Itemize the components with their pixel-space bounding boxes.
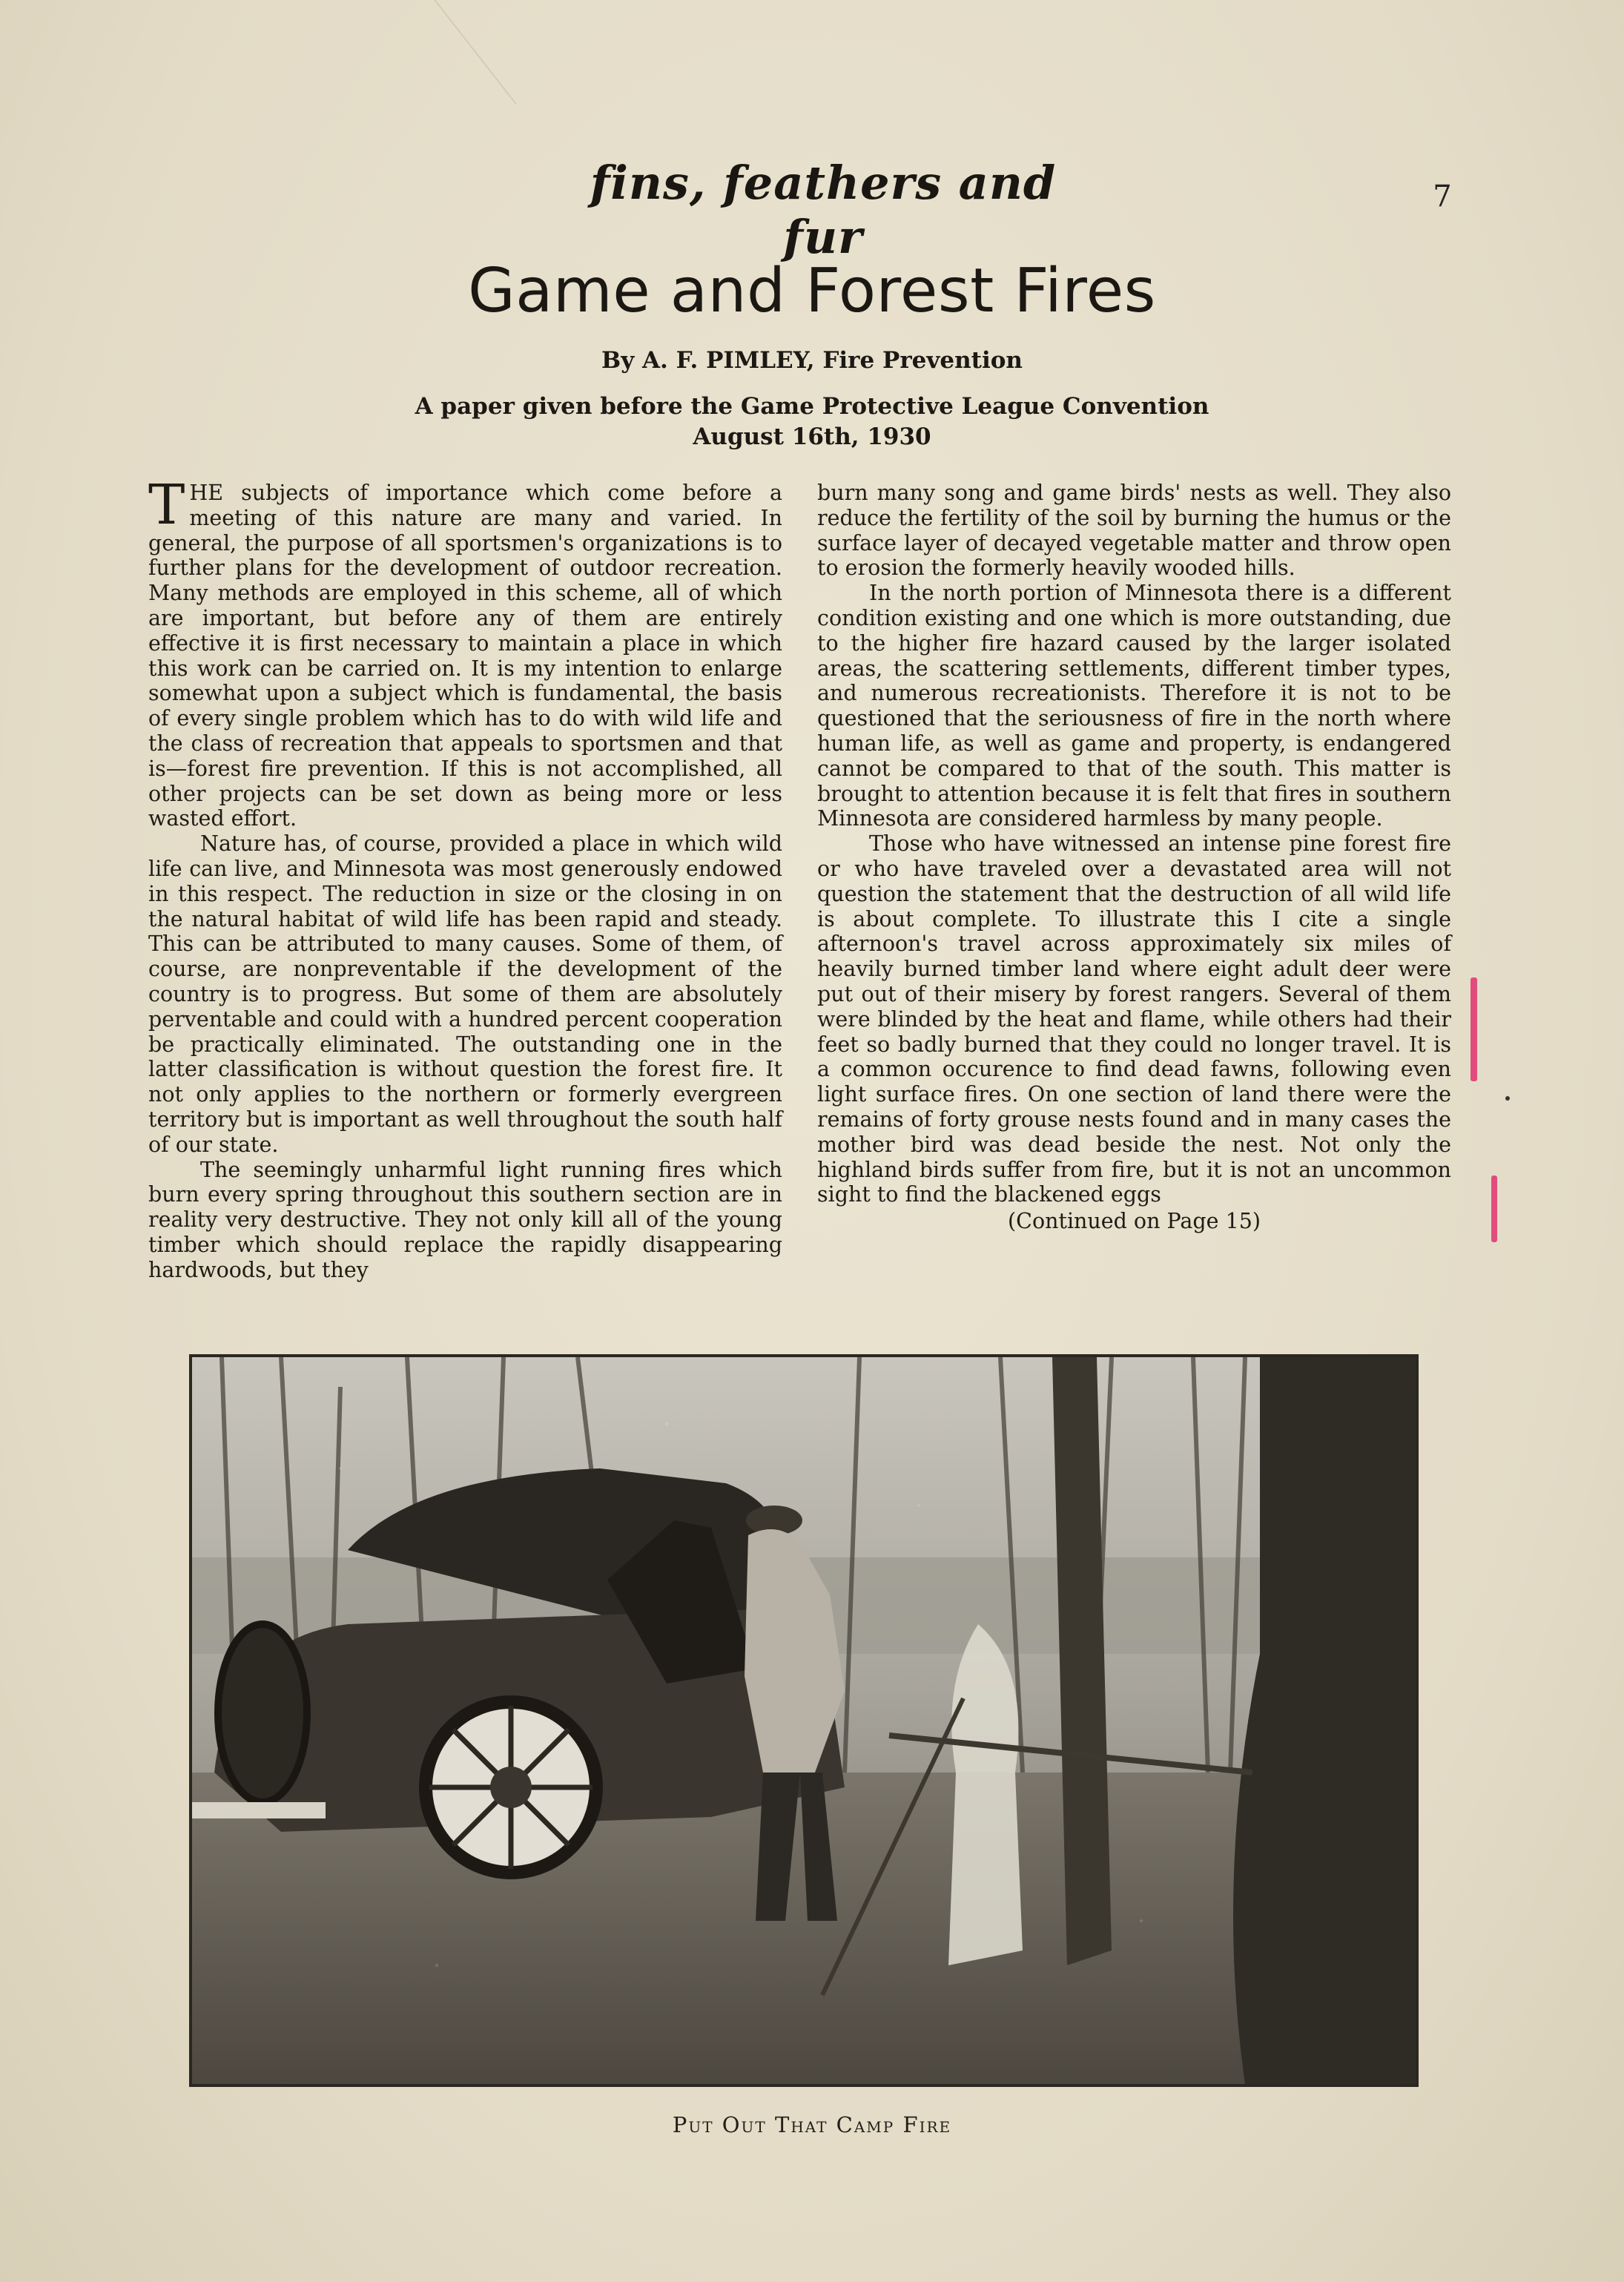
right-text-column bbox=[817, 481, 1451, 1234]
paragraph: Nature has, of course, provided a place in which wild life can live, and Minnesota was most generously endowed in this respect. The reduction in size or the closing in on the natural habitat of wild life has been rapid and steady. This can be attributed to many causes. Some of them, of course, are nonpreventable if the development of the country is to progress. But some of them are absolutely perventable and could with a hundred percent cooperation be practically eliminated. The outstanding one in the latter classification is without question the forest fire. It not only applies to the northern or formerly evergreen territory but is important as well throughout the south half of our state. bbox=[148, 831, 783, 1157]
photo-illustration bbox=[192, 1357, 1416, 2084]
subtitle-line-2: August 16th, 1930 bbox=[693, 423, 931, 450]
paragraph: In the north portion of Minnesota there is a different condition existing and one which is more outstanding, due to the higher fire hazard caused by the larger isolated areas, the scattering settlements, different timber types, and numerous recreationists. Therefore it is not to be questioned that the seriousness of fire in the north where human life, as well as game and property, is endangered cannot be compared to that of the south. This matter is brought to attention because it is felt that fires in southern Minnesota are considered harmless by many people. bbox=[817, 581, 1451, 831]
photo-caption: Put Out That Camp Fire bbox=[672, 2112, 952, 2137]
red-pencil-mark bbox=[1491, 1175, 1497, 1242]
halftone-photograph bbox=[189, 1354, 1419, 2087]
article-title: Game and Forest Fires bbox=[468, 256, 1156, 326]
article-byline: By A. F. PIMLEY, Fire Prevention bbox=[601, 347, 1023, 374]
paper-fold-crease bbox=[241, 0, 516, 104]
drop-cap: T bbox=[148, 473, 185, 537]
ink-speck bbox=[1505, 1096, 1510, 1101]
left-text-column bbox=[148, 473, 783, 1283]
article-subtitle bbox=[260, 392, 1364, 452]
red-pencil-mark bbox=[1470, 977, 1477, 1081]
paragraph: The seemingly unharmful light running fires which burn every spring throughout this southern section are in reality very destructive. They not only kill all of the young timber which should replace the rapidly disappearing hardwoods, but they bbox=[148, 1157, 782, 1282]
paragraph: Those who have witnessed an intense pine forest fire or who have traveled over a devastated area will not question the statement that the destruction of all wild life is about complete. To illustrate this I cite a single afternoon's travel across approximately six miles of heavily burned timber land where eight adult deer were put out of their misery by forest rangers. Several of them were blinded by the heat and flame, while others had their feet so badly burned that they could no longer travel. It is a common occurence to find dead fawns, following even light surface fires. On one section of land there were the remains of forty grouse nests found and in many cases the mother bird was dead beside the nest. Not only the highland birds suffer from fire, but it is not an uncommon sight to find the blackened eggs bbox=[817, 831, 1451, 1207]
subtitle-line-1: A paper given before the Game Protective League Convention bbox=[415, 393, 1209, 420]
magazine-masthead: fins, feathers and fur bbox=[590, 156, 1057, 264]
paragraph-text: HE subjects of importance which come before a meeting of this nature are many and varied. In general, the purpose of all sportsmen's organizations is to further plans for the development of outdoor recreation. Many methods are employed in this scheme, all of which are important, but before any of them are entirely effective it is first necessary to maintain a place in which this work can be carried on. It is my intention to enlarge somewhat upon a subject which is fundamental, the basis of every single problem which has to do with wild life and the class of recreation that appeals to sportsmen and that is—forest fire prevention. If this is not accomplished, all other projects can be set down as being more or less wasted effort. bbox=[148, 481, 782, 831]
paragraph bbox=[148, 473, 782, 831]
page-number: 7 bbox=[1433, 179, 1452, 214]
paragraph: burn many song and game birds' nests as well. They also reduce the fertility of the soil by burning the humus or the surface layer of decayed vegetable matter and throw open to erosion the formerly heavily wooded hills. bbox=[817, 481, 1451, 581]
continued-note: (Continued on Page 15) bbox=[1008, 1209, 1261, 1234]
